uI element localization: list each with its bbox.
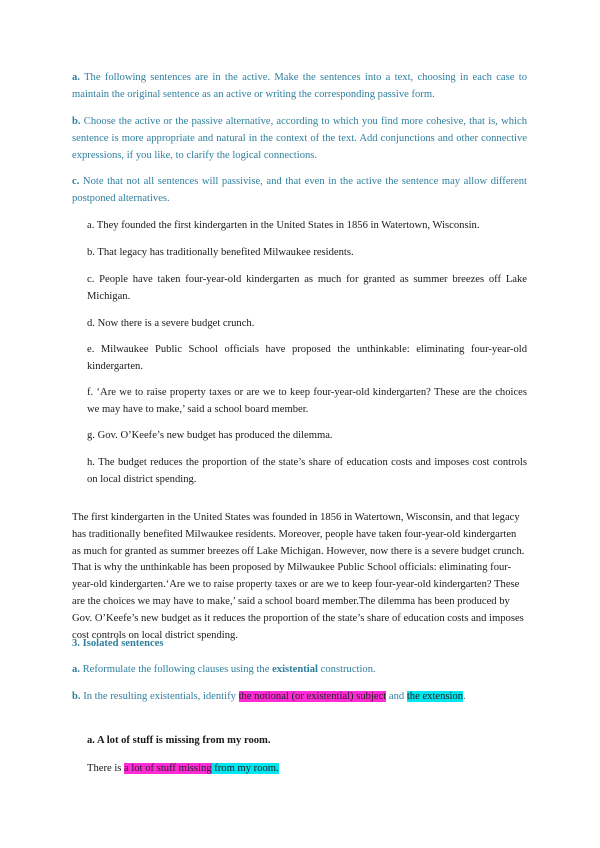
instruction-c [72, 173, 527, 207]
item-text: Reformulate the following clauses using the [82, 664, 270, 675]
sentence-b: b. That legacy has traditionally benefited Milwaukee residents. [87, 247, 354, 258]
highlight-notional-subject: the notional (or existential) subject [238, 691, 387, 702]
answer-text: There is [87, 763, 122, 774]
instruction-text: Note that not all sentences will passivise, and that even in the active the sentence may allow different postponed alternatives. [72, 176, 527, 204]
instruction-a [72, 69, 527, 103]
answer-paragraph: The first kindergarten in the United States was founded in 1856 in Watertown, Wisconsin, and that legacy has traditionally benefited Milwaukee residents. Moreover, people have taken four-year-old kindergarten as much for granted as summer breezes off Lake Michigan. However, now there is a severe budget crunch. That is why the unthinkable has been proposed by Milwaukee Public School officials: eliminating four-year-old kindergarten.‘Are we to raise property taxes or are we to keep four-year-old kindergarten? These are the choices we may have to make,’ said a school board member.The dilemma has been produced by Gov. O’Keefe’s new budget as it reduces the proportion of the state’s share of education costs and imposes cost controls on local district spending. [72, 512, 525, 641]
section-item-b [72, 688, 527, 705]
instruction-text: The following sentences are in the active. Make the sentences into a text, choosing in each case to maintain the original sentence as an active or writing the corresponding passive form. [72, 72, 527, 100]
item-label: b. [72, 691, 81, 702]
item-text-mid: and [388, 691, 405, 702]
item-text-end: construction. [320, 664, 376, 675]
sentence-c: c. People have taken four-year-old kindergarten as much for granted as summer breezes off Lake Michigan. [87, 274, 527, 302]
instruction-b [72, 113, 527, 164]
highlight-notional-subject: a lot of stuff missing [124, 763, 212, 774]
instruction-label: c. [72, 176, 80, 187]
item-text-end: . [463, 691, 466, 702]
sentence-e: e. Milwaukee Public School officials have proposed the unthinkable: eliminating four-year-old kindergarten. [87, 344, 527, 372]
highlight-extension: the extension [406, 691, 464, 702]
sentence-f: f. ‘Are we to raise property taxes or are we to keep four-year-old kindergarten? These are the choices we may have to make,’ said a school board member. [87, 387, 527, 415]
example-question: a. A lot of stuff is missing from my room. [87, 735, 271, 746]
highlight-extension [212, 763, 279, 774]
sentence-a: a. They founded the first kindergarten in the United States in 1856 in Watertown, Wisconsin. [87, 220, 480, 231]
sentence-d: d. Now there is a severe budget crunch. [87, 318, 255, 329]
instruction-label: a. [72, 72, 80, 83]
section-item-a [72, 661, 527, 678]
section-heading: 3. Isolated sentences [72, 638, 164, 649]
sentence-h: h. The budget reduces the proportion of the state’s share of education costs and imposes cost controls on local district spending. [87, 457, 527, 485]
extension-text: from my room. [214, 763, 279, 774]
item-bold-term: existential [272, 664, 318, 675]
example-answer [87, 760, 527, 777]
instruction-label: b. [72, 116, 81, 127]
item-label: a. [72, 664, 80, 675]
item-text: In the resulting existentials, identify [83, 691, 236, 702]
sentence-g: g. Gov. O’Keefe’s new budget has produced the dilemma. [87, 430, 333, 441]
instruction-text: Choose the active or the passive alternative, according to which you find more cohesive, that is, which sentence is more appropriate and natural in the context of the text. Add conjunctions and other connective expressions, if you like, to clarify the logical connections. [72, 116, 527, 161]
